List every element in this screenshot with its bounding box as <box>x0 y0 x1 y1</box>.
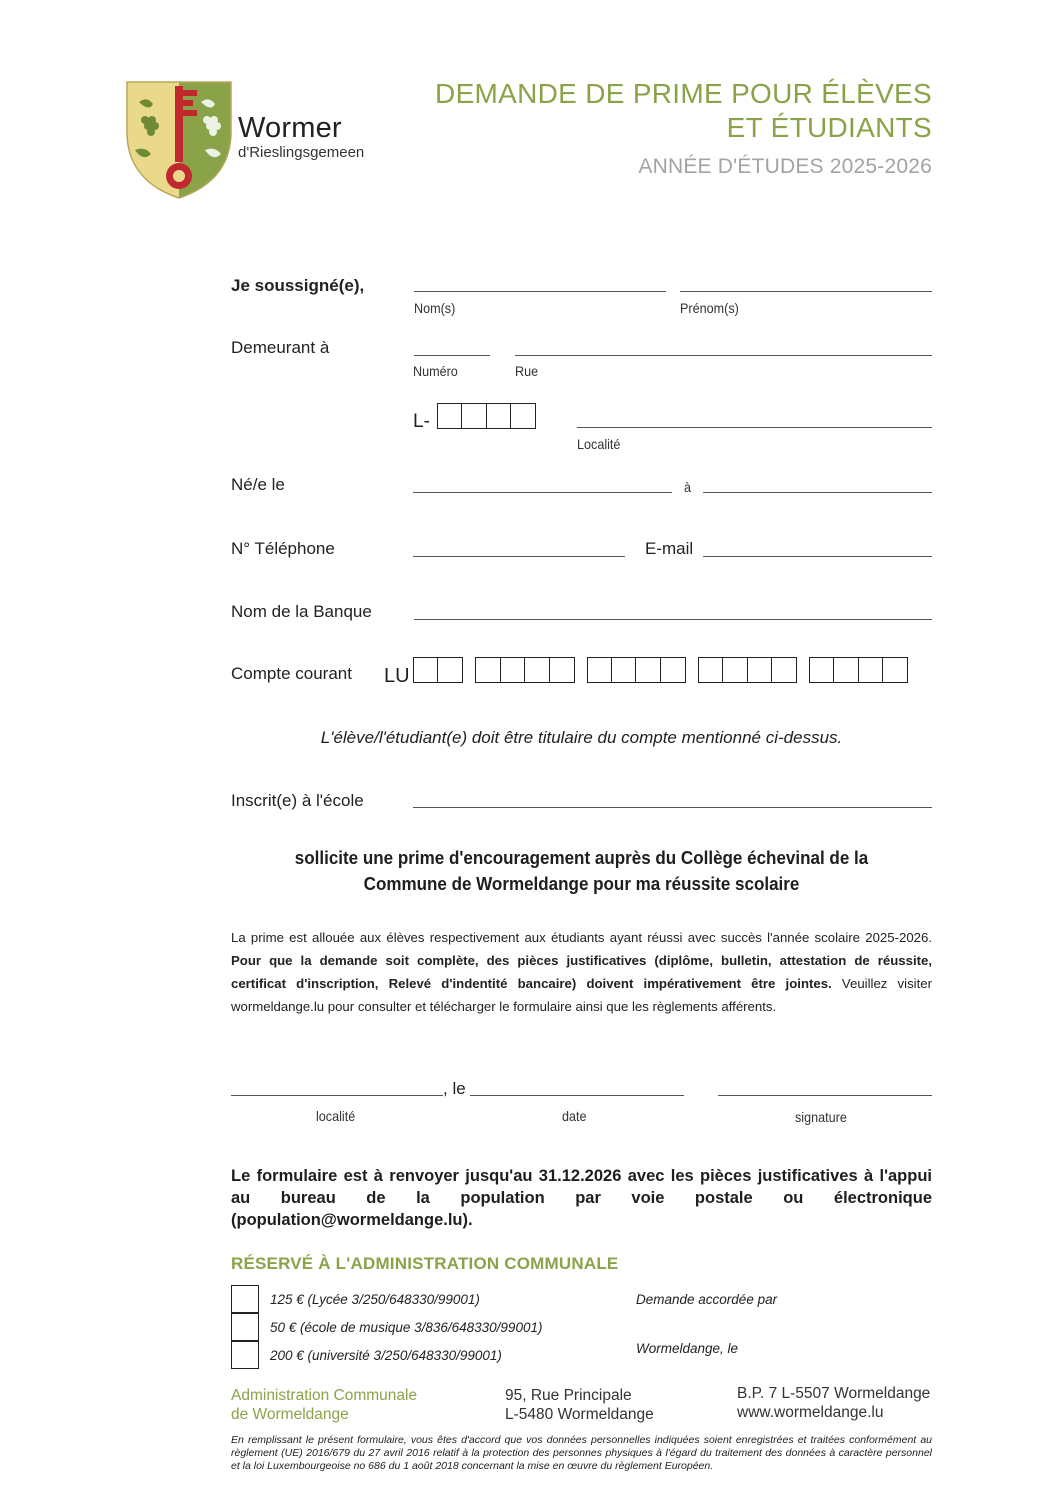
birth-place-separator: à <box>684 479 692 495</box>
bank-label: Nom de la Banque <box>231 602 372 621</box>
postal-code-box[interactable] <box>486 403 512 429</box>
coat-of-arms-icon <box>125 80 233 200</box>
phone-field[interactable] <box>413 556 625 557</box>
iban-group[interactable] <box>809 657 907 683</box>
deadline-notice <box>231 1165 932 1231</box>
iban-box[interactable] <box>858 657 884 683</box>
locality-field[interactable] <box>577 427 932 428</box>
iban-box[interactable] <box>698 657 724 683</box>
first-name-field[interactable] <box>680 291 932 292</box>
footer-org-line1: Administration Communale <box>231 1387 418 1404</box>
admin-option-200: 200 € (université 3/250/648330/99001) <box>270 1348 502 1363</box>
admin-checkbox-200[interactable] <box>231 1341 259 1369</box>
request-line2: Commune de Wormeldange pour ma réussite scolaire <box>363 873 800 894</box>
iban-box[interactable] <box>833 657 859 683</box>
iban-box[interactable] <box>437 657 463 683</box>
admin-checkbox-50[interactable] <box>231 1313 259 1341</box>
holder-note: L'élève/l'étudiant(e) doit être titulaire du compte mentionné ci-dessus. <box>320 728 843 747</box>
deadline-line2: au bureau de la population par voie postale ou électronique (population@wormeldange.lu). <box>231 1189 932 1229</box>
brand-name: Wormer <box>238 112 342 144</box>
info-p1: La prime est allouée aux élèves respectivement aux étudiants ayant réussi avec succès l'année scolaire 2025-2026. <box>231 930 932 945</box>
signature-date-field[interactable] <box>470 1095 684 1096</box>
iban-box[interactable] <box>611 657 637 683</box>
iban-box[interactable] <box>747 657 773 683</box>
iban-group[interactable] <box>698 657 796 683</box>
school-label: Inscrit(e) à l'école <box>231 791 364 810</box>
account-label: Compte courant <box>231 664 352 683</box>
footer-addr-line2: L-5480 Wormeldange <box>505 1406 654 1423</box>
admin-heading: RÉSERVÉ À L'ADMINISTRATION COMMUNALE <box>231 1254 619 1273</box>
postal-code-box[interactable] <box>510 403 536 429</box>
iban-box[interactable] <box>771 657 797 683</box>
iban-box[interactable] <box>635 657 661 683</box>
admin-checkbox-125[interactable] <box>231 1285 259 1313</box>
phone-label: N° Téléphone <box>231 539 335 558</box>
iban-group[interactable] <box>475 657 573 683</box>
footer-organisation <box>231 1386 417 1424</box>
iban-box[interactable] <box>660 657 686 683</box>
locality-caption: Localité <box>577 436 621 452</box>
postal-code-boxes[interactable] <box>437 403 535 429</box>
footer-po-line1: B.P. 7 L-5507 Wormeldange <box>737 1385 931 1402</box>
iban-box[interactable] <box>524 657 550 683</box>
birth-label: Né/e le <box>231 475 285 494</box>
footer-website[interactable]: www.wormeldange.lu <box>737 1404 884 1421</box>
signature-field[interactable] <box>718 1095 932 1096</box>
street-caption: Rue <box>515 363 539 379</box>
admin-granted-by: Demande accordée par <box>636 1292 778 1307</box>
iban-group[interactable] <box>413 657 462 683</box>
house-number-caption: Numéro <box>413 363 458 379</box>
signature-caption: signature <box>795 1109 847 1125</box>
birth-place-field[interactable] <box>703 492 932 493</box>
iban-box[interactable] <box>587 657 613 683</box>
school-field[interactable] <box>413 807 932 808</box>
postal-code-box[interactable] <box>461 403 487 429</box>
postal-code-box[interactable] <box>437 403 463 429</box>
footer-org-line2: de Wormeldange <box>231 1406 349 1423</box>
iban-box[interactable] <box>809 657 835 683</box>
brand-tagline: d'Rieslingsgemeen <box>238 144 365 161</box>
info-p2-bold: Pour que la demande soit complète, des pièces justificatives (diplôme, bulletin, attestation de réussite, certificat d'inscription, Relevé d'indentité bancaire) doivent impérativement être jointes. <box>231 953 932 991</box>
footer-addr-line1: 95, Rue Principale <box>505 1387 632 1404</box>
undersigned-label: Je soussigné(e), <box>231 276 365 295</box>
signature-date-caption: date <box>562 1108 587 1124</box>
house-number-field[interactable] <box>414 355 490 356</box>
birth-date-field[interactable] <box>413 492 672 493</box>
info-p2-rest: Veuillez visiter wormeldange.lu pour consulter et télécharger le formulaire ainsi que les règlements afférents. <box>231 976 932 1014</box>
iban-box[interactable] <box>882 657 908 683</box>
first-name-caption: Prénom(s) <box>680 300 739 316</box>
email-label: E-mail <box>645 539 694 558</box>
iban-box[interactable] <box>500 657 526 683</box>
iban-box[interactable] <box>475 657 501 683</box>
iban-prefix: LU <box>384 665 410 687</box>
address-label: Demeurant à <box>231 338 330 357</box>
admin-place-date: Wormeldange, le <box>636 1341 739 1356</box>
footer-postbox <box>737 1384 930 1422</box>
footer-address <box>505 1386 654 1424</box>
document-title-line1: DEMANDE DE PRIME POUR ÉLÈVES <box>435 78 932 109</box>
deadline-line1: Le formulaire est à renvoyer jusqu'au 31.12.2026 avec les pièces justificatives à l'appui <box>231 1167 932 1185</box>
footer-legal-notice: En remplissant le présent formulaire, vous êtes d'accord que vos données personnelles indiquées soient enregistrées et traitées conformément au règlement (UE) 2016/679 du 27 avril 2016 relatif à la protection des personnes physiques à l'égard du traitement des données à caractère personnel et la loi Luxembourgeoise no 686 du 1 août 2018 concernant la mise en œuvre du règlement Européen. <box>231 1434 932 1473</box>
info-paragraph <box>231 926 932 1018</box>
admin-option-50: 50 € (école de musique 3/836/648330/99001) <box>270 1320 543 1335</box>
document-title-line2: ET ÉTUDIANTS <box>726 112 932 143</box>
postal-prefix: L- <box>413 411 430 432</box>
signature-locality-caption: localité <box>316 1108 356 1124</box>
last-name-caption: Nom(s) <box>414 300 456 316</box>
iban-boxes[interactable] <box>413 657 934 685</box>
signature-locality-field[interactable] <box>231 1095 443 1096</box>
iban-group[interactable] <box>587 657 685 683</box>
iban-box[interactable] <box>413 657 439 683</box>
request-statement <box>259 845 904 897</box>
iban-box[interactable] <box>722 657 748 683</box>
document-subtitle: ANNÉE D'ÉTUDES 2025-2026 <box>638 155 932 178</box>
last-name-field[interactable] <box>414 291 666 292</box>
request-line1: sollicite une prime d'encouragement auprès du Collège échevinal de la <box>294 847 869 868</box>
email-field[interactable] <box>703 556 932 557</box>
signature-le: , le <box>443 1079 466 1098</box>
admin-option-125: 125 € (Lycée 3/250/648330/99001) <box>270 1292 480 1307</box>
logo <box>125 80 375 202</box>
iban-box[interactable] <box>549 657 575 683</box>
street-field[interactable] <box>515 355 932 356</box>
bank-field[interactable] <box>414 619 932 620</box>
